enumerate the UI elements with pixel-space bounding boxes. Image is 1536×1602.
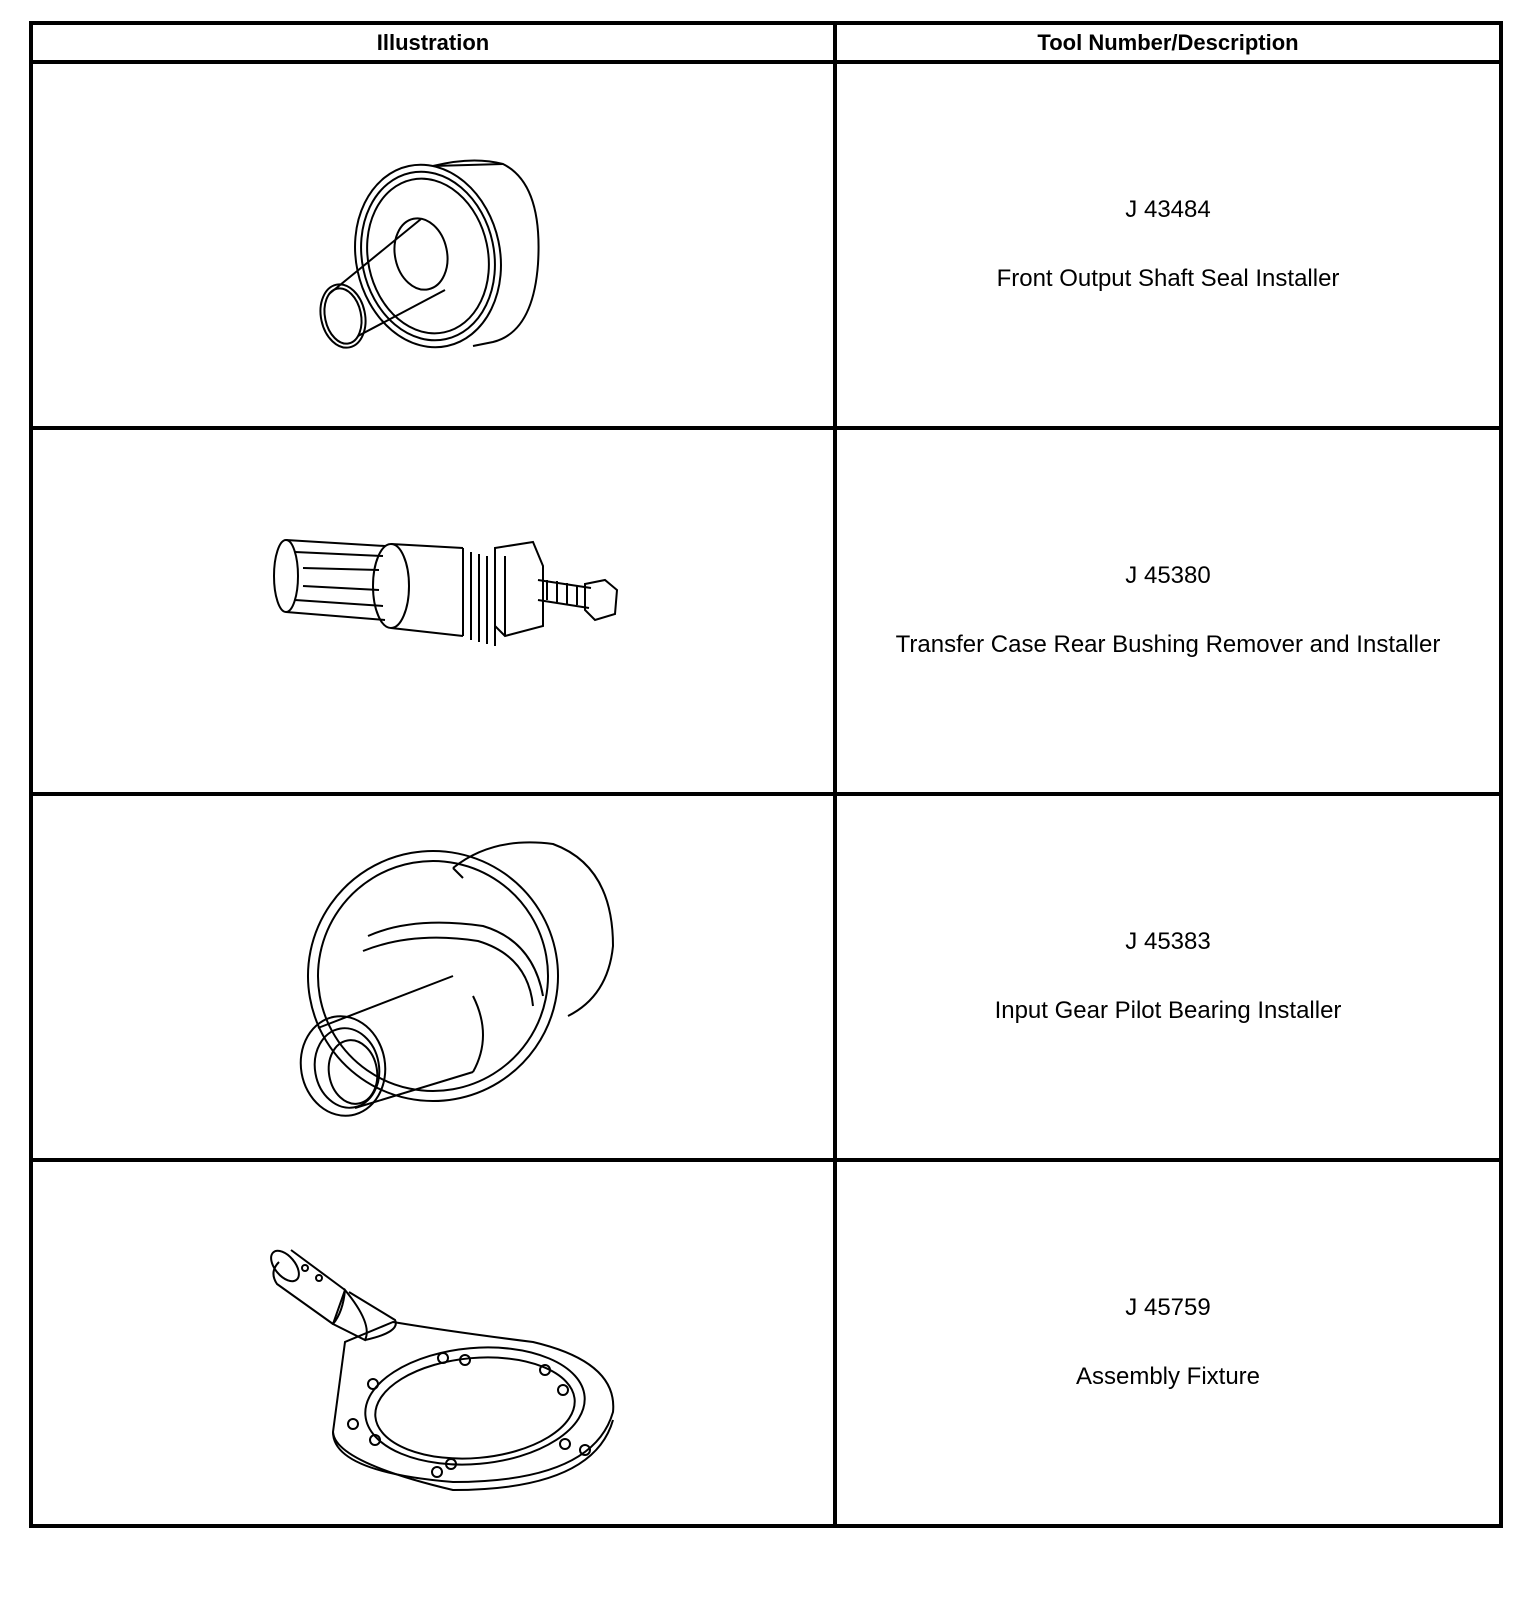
description-cell — [835, 794, 1501, 1160]
tool-number: J 45383 — [1125, 928, 1211, 956]
header-tool-number-description: Tool Number/Description — [835, 23, 1501, 62]
tool-number: J 45759 — [1125, 1294, 1211, 1322]
illustration-cell — [31, 62, 835, 428]
tool-description: Transfer Case Rear Bushing Remover and Installer — [895, 631, 1441, 658]
tool-number: J 45380 — [1125, 562, 1211, 590]
header-row — [31, 23, 1501, 62]
tool-table — [29, 21, 1503, 1528]
tool-description: Front Output Shaft Seal Installer — [996, 265, 1340, 292]
table-row — [31, 794, 1501, 1160]
illustration-cell — [31, 794, 835, 1160]
header-illustration: Illustration — [31, 23, 835, 62]
pilot-bearing-installer-icon — [33, 796, 833, 1158]
tool-description: Assembly Fixture — [1075, 1363, 1261, 1390]
table-row — [31, 1160, 1501, 1526]
description-cell — [835, 428, 1501, 794]
table-row — [31, 62, 1501, 428]
description-cell — [835, 62, 1501, 428]
tool-number: J 43484 — [1125, 196, 1211, 224]
illustration-cell — [31, 1160, 835, 1526]
assembly-fixture-icon — [33, 1162, 833, 1524]
seal-installer-icon — [33, 64, 833, 426]
bushing-remover-installer-icon — [33, 430, 833, 792]
table-row — [31, 428, 1501, 794]
description-cell — [835, 1160, 1501, 1526]
tool-description: Input Gear Pilot Bearing Installer — [994, 997, 1342, 1024]
illustration-cell — [31, 428, 835, 794]
